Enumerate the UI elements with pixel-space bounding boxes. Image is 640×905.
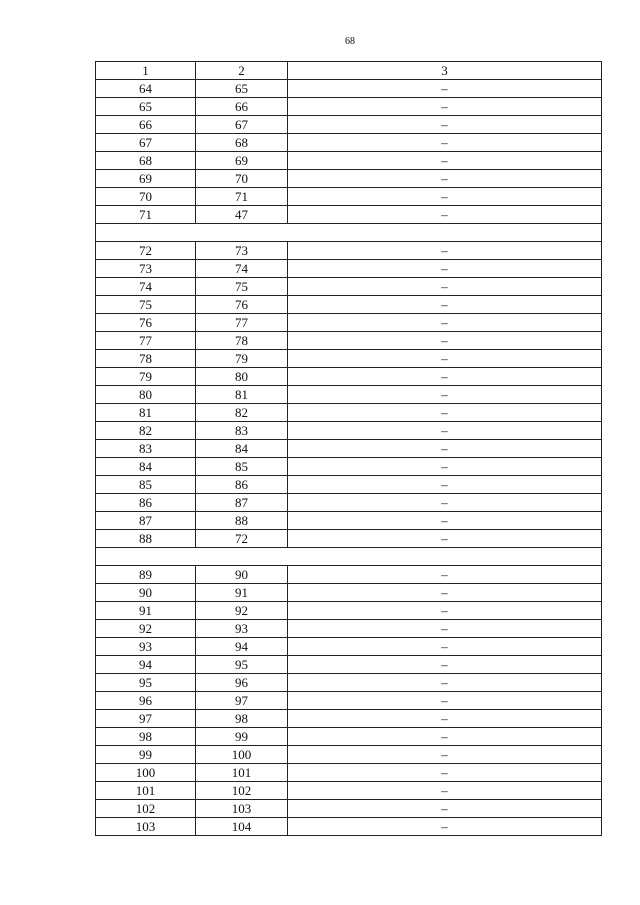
table-cell-col-3: – [288, 404, 602, 422]
column-header-3: 3 [288, 62, 602, 80]
table-cell-col-1: 86 [96, 494, 196, 512]
table-cell-col-1: 92 [96, 620, 196, 638]
table-row [96, 800, 602, 818]
table-row [96, 692, 602, 710]
table-cell-col-2: 75 [196, 278, 288, 296]
table-cell-col-1: 76 [96, 314, 196, 332]
table-cell-col-1: 90 [96, 584, 196, 602]
table-cell-col-3: – [288, 530, 602, 548]
table-row [96, 728, 602, 746]
table-cell-col-1: 89 [96, 566, 196, 584]
table-cell-col-3: – [288, 260, 602, 278]
table-cell-col-2: 70 [196, 170, 288, 188]
table-row [96, 602, 602, 620]
table-cell-col-2: 72 [196, 530, 288, 548]
table-cell-col-2: 100 [196, 746, 288, 764]
table-cell-col-1: 78 [96, 350, 196, 368]
table-row [96, 764, 602, 782]
table-row [96, 350, 602, 368]
table-cell-col-3: – [288, 710, 602, 728]
table-row [96, 98, 602, 116]
table-row [96, 206, 602, 224]
section-separator-cell [96, 548, 602, 566]
table-cell-col-2: 83 [196, 422, 288, 440]
table-cell-col-1: 65 [96, 98, 196, 116]
table-cell-col-1: 82 [96, 422, 196, 440]
table-cell-col-1: 77 [96, 332, 196, 350]
table-row [96, 368, 602, 386]
table-cell-col-2: 65 [196, 80, 288, 98]
table-cell-col-2: 85 [196, 458, 288, 476]
table-cell-col-1: 101 [96, 782, 196, 800]
table-cell-col-2: 76 [196, 296, 288, 314]
table-row [96, 134, 602, 152]
table-cell-col-3: – [288, 440, 602, 458]
table-cell-col-2: 96 [196, 674, 288, 692]
column-header-1: 1 [96, 62, 196, 80]
table-row [96, 530, 602, 548]
table-row [96, 260, 602, 278]
table-cell-col-3: – [288, 134, 602, 152]
table-cell-col-3: – [288, 296, 602, 314]
table-cell-col-3: – [288, 656, 602, 674]
table-cell-col-2: 73 [196, 242, 288, 260]
table-cell-col-2: 82 [196, 404, 288, 422]
table-cell-col-3: – [288, 170, 602, 188]
table-cell-col-2: 87 [196, 494, 288, 512]
table-cell-col-1: 93 [96, 638, 196, 656]
table-header [96, 62, 602, 80]
table-row [96, 116, 602, 134]
table-row [96, 404, 602, 422]
table-cell-col-1: 84 [96, 458, 196, 476]
section-separator-row [96, 224, 602, 242]
table-row [96, 476, 602, 494]
table-cell-col-2: 103 [196, 800, 288, 818]
section-separator-cell [96, 224, 602, 242]
table-cell-col-2: 102 [196, 782, 288, 800]
table-row [96, 782, 602, 800]
table-cell-col-2: 77 [196, 314, 288, 332]
table-row [96, 332, 602, 350]
table-cell-col-1: 96 [96, 692, 196, 710]
table-cell-col-1: 87 [96, 512, 196, 530]
table-cell-col-2: 86 [196, 476, 288, 494]
table-cell-col-1: 85 [96, 476, 196, 494]
table-cell-col-2: 79 [196, 350, 288, 368]
table-cell-col-1: 102 [96, 800, 196, 818]
table-row [96, 440, 602, 458]
table-cell-col-1: 67 [96, 134, 196, 152]
table-cell-col-3: – [288, 782, 602, 800]
table-cell-col-2: 93 [196, 620, 288, 638]
data-table [95, 61, 602, 836]
table-cell-col-1: 75 [96, 296, 196, 314]
table-row [96, 386, 602, 404]
table-cell-col-2: 91 [196, 584, 288, 602]
table-cell-col-3: – [288, 206, 602, 224]
table-cell-col-1: 79 [96, 368, 196, 386]
table-cell-col-2: 78 [196, 332, 288, 350]
table-cell-col-2: 94 [196, 638, 288, 656]
table-row [96, 422, 602, 440]
table-cell-col-1: 72 [96, 242, 196, 260]
table-row [96, 152, 602, 170]
table-cell-col-2: 97 [196, 692, 288, 710]
table-cell-col-3: – [288, 458, 602, 476]
table-row [96, 656, 602, 674]
table-cell-col-2: 90 [196, 566, 288, 584]
table-cell-col-1: 100 [96, 764, 196, 782]
table-cell-col-3: – [288, 566, 602, 584]
table-cell-col-3: – [288, 422, 602, 440]
table-cell-col-1: 73 [96, 260, 196, 278]
table-cell-col-1: 91 [96, 602, 196, 620]
table-cell-col-1: 64 [96, 80, 196, 98]
table-row [96, 80, 602, 98]
table-row [96, 638, 602, 656]
table-cell-col-1: 70 [96, 188, 196, 206]
table-cell-col-2: 104 [196, 818, 288, 836]
table-cell-col-2: 101 [196, 764, 288, 782]
table-cell-col-3: – [288, 242, 602, 260]
table-cell-col-2: 47 [196, 206, 288, 224]
table-cell-col-3: – [288, 818, 602, 836]
table-cell-col-3: – [288, 278, 602, 296]
table-cell-col-3: – [288, 368, 602, 386]
table-cell-col-1: 66 [96, 116, 196, 134]
table-cell-col-1: 97 [96, 710, 196, 728]
table-cell-col-2: 88 [196, 512, 288, 530]
table-row [96, 512, 602, 530]
table-cell-col-3: – [288, 764, 602, 782]
table-cell-col-3: – [288, 674, 602, 692]
table-cell-col-2: 95 [196, 656, 288, 674]
table-cell-col-3: – [288, 800, 602, 818]
table-row [96, 746, 602, 764]
table-row [96, 170, 602, 188]
table-cell-col-1: 103 [96, 818, 196, 836]
table-body [96, 80, 602, 836]
table-cell-col-3: – [288, 692, 602, 710]
table-cell-col-1: 80 [96, 386, 196, 404]
table-cell-col-3: – [288, 746, 602, 764]
table-cell-col-3: – [288, 728, 602, 746]
table-cell-col-3: – [288, 512, 602, 530]
table-row [96, 818, 602, 836]
table-cell-col-3: – [288, 188, 602, 206]
table-cell-col-2: 92 [196, 602, 288, 620]
table-row [96, 242, 602, 260]
table-cell-col-3: – [288, 116, 602, 134]
table-row [96, 494, 602, 512]
table-cell-col-1: 81 [96, 404, 196, 422]
table-cell-col-3: – [288, 494, 602, 512]
table-cell-col-2: 99 [196, 728, 288, 746]
table-cell-col-2: 80 [196, 368, 288, 386]
section-separator-row [96, 548, 602, 566]
table-cell-col-2: 67 [196, 116, 288, 134]
table-cell-col-3: – [288, 638, 602, 656]
table-cell-col-2: 69 [196, 152, 288, 170]
table-row [96, 458, 602, 476]
table-cell-col-2: 66 [196, 98, 288, 116]
table-row [96, 566, 602, 584]
table-cell-col-1: 99 [96, 746, 196, 764]
table-cell-col-2: 71 [196, 188, 288, 206]
table-cell-col-3: – [288, 80, 602, 98]
table-row [96, 296, 602, 314]
table-row [96, 674, 602, 692]
table-cell-col-2: 81 [196, 386, 288, 404]
column-header-2: 2 [196, 62, 288, 80]
table-cell-col-3: – [288, 620, 602, 638]
table-cell-col-3: – [288, 350, 602, 368]
table-cell-col-3: – [288, 386, 602, 404]
table-cell-col-3: – [288, 476, 602, 494]
table-cell-col-1: 88 [96, 530, 196, 548]
table-row [96, 620, 602, 638]
table-row [96, 710, 602, 728]
table-cell-col-2: 74 [196, 260, 288, 278]
table-row [96, 314, 602, 332]
table-cell-col-1: 94 [96, 656, 196, 674]
table-cell-col-3: – [288, 314, 602, 332]
table-row [96, 188, 602, 206]
table-cell-col-1: 69 [96, 170, 196, 188]
page-number: 68 [345, 36, 355, 47]
table-cell-col-2: 98 [196, 710, 288, 728]
table-cell-col-1: 98 [96, 728, 196, 746]
table-cell-col-1: 95 [96, 674, 196, 692]
table-cell-col-2: 84 [196, 440, 288, 458]
table-cell-col-3: – [288, 602, 602, 620]
table-row [96, 584, 602, 602]
table-cell-col-3: – [288, 98, 602, 116]
table-cell-col-3: – [288, 584, 602, 602]
table-cell-col-1: 71 [96, 206, 196, 224]
table-cell-col-1: 68 [96, 152, 196, 170]
header-row [96, 62, 602, 80]
table-row [96, 278, 602, 296]
table-cell-col-3: – [288, 152, 602, 170]
table-cell-col-2: 68 [196, 134, 288, 152]
table-cell-col-1: 74 [96, 278, 196, 296]
table-cell-col-3: – [288, 332, 602, 350]
table-cell-col-1: 83 [96, 440, 196, 458]
